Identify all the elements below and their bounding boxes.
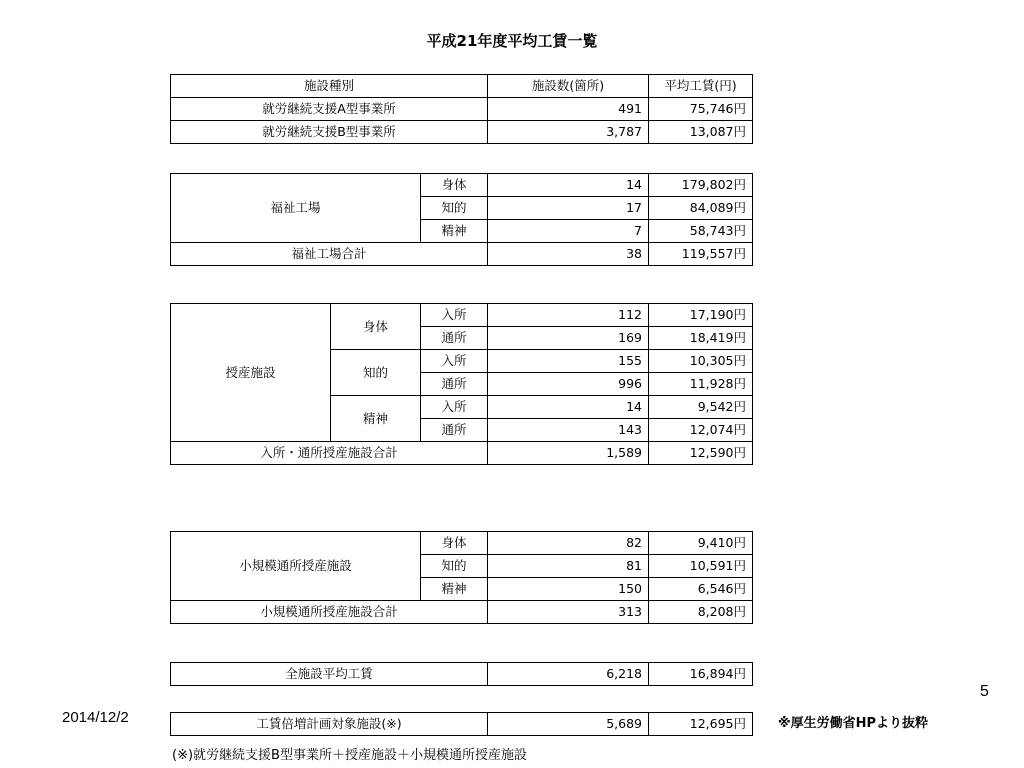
welfare-cat: 知的 — [421, 197, 488, 220]
welfare-count: 7 — [488, 220, 649, 243]
small-count: 82 — [488, 532, 649, 555]
small-wage: 9,410円 — [649, 532, 753, 555]
table-small-block — [170, 531, 753, 624]
jusan-wage: 10,305円 — [649, 350, 753, 373]
welfare-wage: 84,089円 — [649, 197, 753, 220]
footnote: (※)就労継続支援B型事業所＋授産施設＋小規模通所授産施設 — [172, 748, 527, 763]
welfare-wage: 58,743円 — [649, 220, 753, 243]
table-target-block — [170, 712, 753, 736]
jusan-cat: 知的 — [331, 350, 421, 396]
jusan-total-label: 入所・通所授産施設合計 — [171, 442, 488, 465]
small-total-label: 小規模通所授産施設合計 — [171, 601, 488, 624]
welfare-total-label: 福祉工場合計 — [171, 243, 488, 266]
jusan-wage: 18,419円 — [649, 327, 753, 350]
jusan-count: 143 — [488, 419, 649, 442]
type-a-label: 就労継続支援A型事業所 — [171, 98, 488, 121]
table-row — [171, 304, 753, 327]
target-wage: 12,695円 — [649, 713, 753, 736]
table-all-block — [170, 662, 753, 686]
small-label: 小規模通所授産施設 — [171, 532, 421, 601]
welfare-total-count: 38 — [488, 243, 649, 266]
jusan-sub: 入所 — [421, 396, 488, 419]
small-wage: 6,546円 — [649, 578, 753, 601]
target-count: 5,689 — [488, 713, 649, 736]
table-jusan-block — [170, 303, 753, 465]
all-wage: 16,894円 — [649, 663, 753, 686]
jusan-wage: 17,190円 — [649, 304, 753, 327]
type-b-count: 3,787 — [488, 121, 649, 144]
table-row-jusan-total — [171, 442, 753, 465]
small-cat: 身体 — [421, 532, 488, 555]
welfare-label: 福祉工場 — [171, 174, 421, 243]
table-row — [171, 174, 753, 197]
table-header-row — [171, 75, 753, 98]
type-b-wage: 13,087円 — [649, 121, 753, 144]
jusan-total-count: 1,589 — [488, 442, 649, 465]
type-a-wage: 75,746円 — [649, 98, 753, 121]
jusan-wage: 9,542円 — [649, 396, 753, 419]
jusan-label: 授産施設 — [171, 304, 331, 442]
small-wage: 10,591円 — [649, 555, 753, 578]
table-welfare-block — [170, 173, 753, 266]
jusan-total-wage: 12,590円 — [649, 442, 753, 465]
table-row-type-b — [171, 121, 753, 144]
type-b-label: 就労継続支援B型事業所 — [171, 121, 488, 144]
jusan-sub: 通所 — [421, 419, 488, 442]
jusan-count: 169 — [488, 327, 649, 350]
all-label: 全施設平均工賃 — [171, 663, 488, 686]
small-total-count: 313 — [488, 601, 649, 624]
small-count: 150 — [488, 578, 649, 601]
jusan-sub: 通所 — [421, 373, 488, 396]
jusan-count: 112 — [488, 304, 649, 327]
page-number: 5 — [980, 683, 989, 700]
welfare-cat: 精神 — [421, 220, 488, 243]
type-a-count: 491 — [488, 98, 649, 121]
table-row-small-total — [171, 601, 753, 624]
welfare-cat: 身体 — [421, 174, 488, 197]
welfare-count: 14 — [488, 174, 649, 197]
page-title: 平成21年度平均工賃一覧 — [426, 32, 598, 50]
jusan-count: 996 — [488, 373, 649, 396]
source-note: ※厚生労働省HPより抜粋 — [778, 716, 929, 731]
small-count: 81 — [488, 555, 649, 578]
welfare-wage: 179,802円 — [649, 174, 753, 197]
jusan-sub: 通所 — [421, 327, 488, 350]
header-count: 施設数(箇所) — [488, 75, 649, 98]
table-row-welfare-total — [171, 243, 753, 266]
jusan-sub: 入所 — [421, 350, 488, 373]
jusan-sub: 入所 — [421, 304, 488, 327]
header-wage: 平均工賃(円) — [649, 75, 753, 98]
table-row-all — [171, 663, 753, 686]
small-total-wage: 8,208円 — [649, 601, 753, 624]
small-cat: 精神 — [421, 578, 488, 601]
target-label: 工賃倍増計画対象施設(※) — [171, 713, 488, 736]
welfare-total-wage: 119,557円 — [649, 243, 753, 266]
jusan-count: 155 — [488, 350, 649, 373]
welfare-count: 17 — [488, 197, 649, 220]
jusan-cat: 身体 — [331, 304, 421, 350]
table-row — [171, 532, 753, 555]
jusan-wage: 12,074円 — [649, 419, 753, 442]
table-row-type-a — [171, 98, 753, 121]
all-count: 6,218 — [488, 663, 649, 686]
jusan-wage: 11,928円 — [649, 373, 753, 396]
table-row-target — [171, 713, 753, 736]
table-header-block — [170, 74, 753, 144]
header-type: 施設種別 — [171, 75, 488, 98]
jusan-count: 14 — [488, 396, 649, 419]
jusan-cat: 精神 — [331, 396, 421, 442]
slide-date: 2014/12/2 — [62, 709, 129, 726]
small-cat: 知的 — [421, 555, 488, 578]
